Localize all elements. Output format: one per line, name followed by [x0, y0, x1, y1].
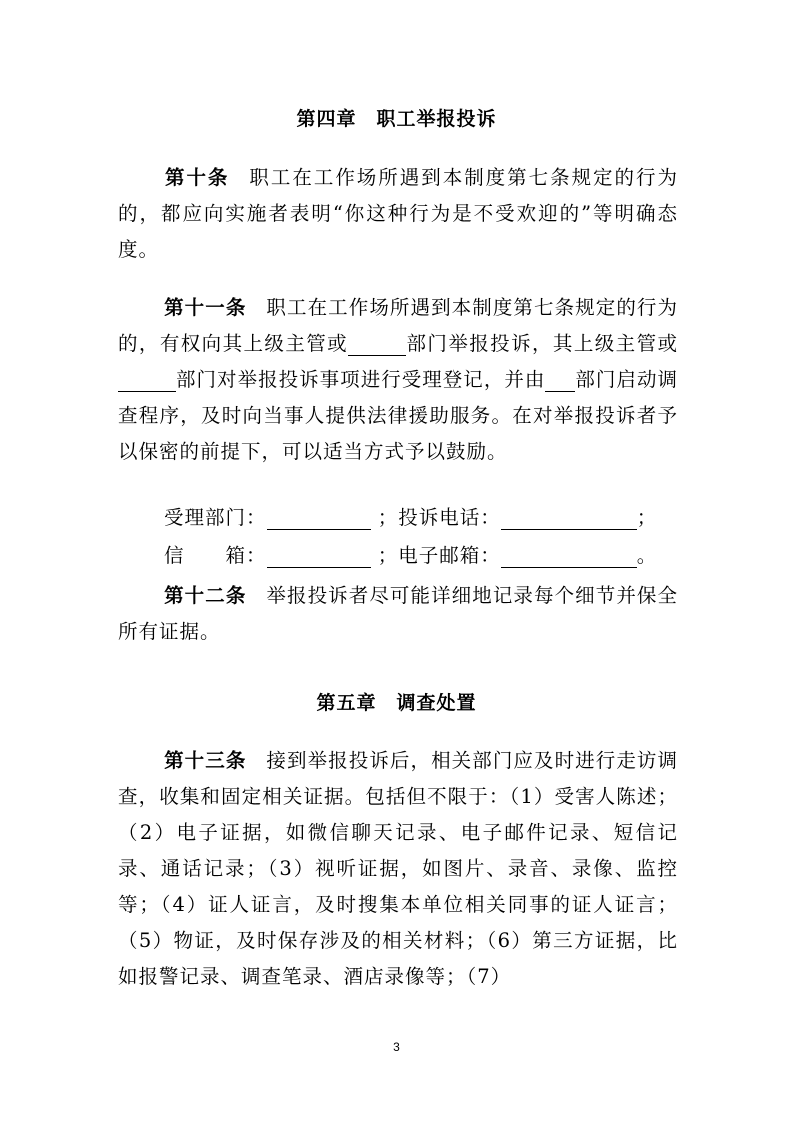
blank-line: [118, 369, 176, 392]
chapter-4-heading: 第四章 职工举报投诉: [296, 108, 497, 130]
article-13-number: 第十三条: [164, 749, 247, 772]
blank-line: [348, 333, 406, 356]
phone-blank: [501, 507, 637, 530]
dept-blank: [267, 507, 371, 530]
article-11-text-1: 职工在工作场所遇到本制度第七条规定的行为的，有权向其上级主管或: [118, 296, 678, 355]
article-13: [118, 743, 678, 995]
blank-line: [545, 369, 575, 392]
article-12-text: 举报投诉者尽可能详细地记录每个细节并保全所有证据。: [118, 584, 678, 643]
separator: ；: [377, 506, 399, 529]
article-12: [118, 578, 678, 650]
email-blank: [501, 545, 637, 568]
article-11-number: 第十一条: [164, 296, 247, 319]
chapter-5-heading: 第五章 调查处置: [316, 692, 477, 714]
mailbox-blank: [267, 545, 371, 568]
page-number: 3: [393, 1040, 400, 1054]
article-11: [118, 290, 678, 470]
article-11-text-2: 部门举报投诉，其上级主管或: [406, 332, 678, 355]
article-11-text-3: 部门对举报投诉事项进行受理登记，并由: [176, 368, 546, 391]
separator: ；: [377, 544, 399, 567]
dept-label: 受理部门：: [164, 506, 267, 529]
article-10-text: 职工在工作场所遇到本制度第七条规定的行为的，都应向实施者表明“你这种行为是不受欢迎的”等明确态度。: [118, 166, 678, 261]
row-end: 。: [636, 544, 658, 567]
mailbox-label: 信 箱：: [164, 544, 267, 567]
form-row-1: [164, 502, 657, 530]
form-row-2: [164, 540, 657, 568]
phone-label: 投诉电话：: [398, 506, 501, 529]
article-10: [118, 160, 678, 268]
article-13-text: 接到举报投诉后，相关部门应及时进行走访调查，收集和固定相关证据。包括但不限于：（1）受害人陈述；（2）电子证据，如微信聊天记录、电子邮件记录、短信记录、通话记录；（3）视听证据，如图片、录音、录像、监控等；（4）证人证言，及时搜集本单位相关同事的证人证言；（5）物证，及时保存涉及的相关材料；（6）第三方证据，比如报警记录、调查笔录、酒店录像等；（7）: [118, 749, 678, 988]
article-11-text-4: 部门启动调查程序，及时向当事人提供法律援助服务。在对举报投诉者予以保密的前提下，可以适当方式予以鼓励。: [118, 368, 678, 463]
email-label: 电子邮箱：: [398, 544, 501, 567]
article-12-number: 第十二条: [164, 584, 247, 607]
row-end: ；: [636, 506, 658, 529]
article-10-number: 第十条: [164, 166, 230, 189]
